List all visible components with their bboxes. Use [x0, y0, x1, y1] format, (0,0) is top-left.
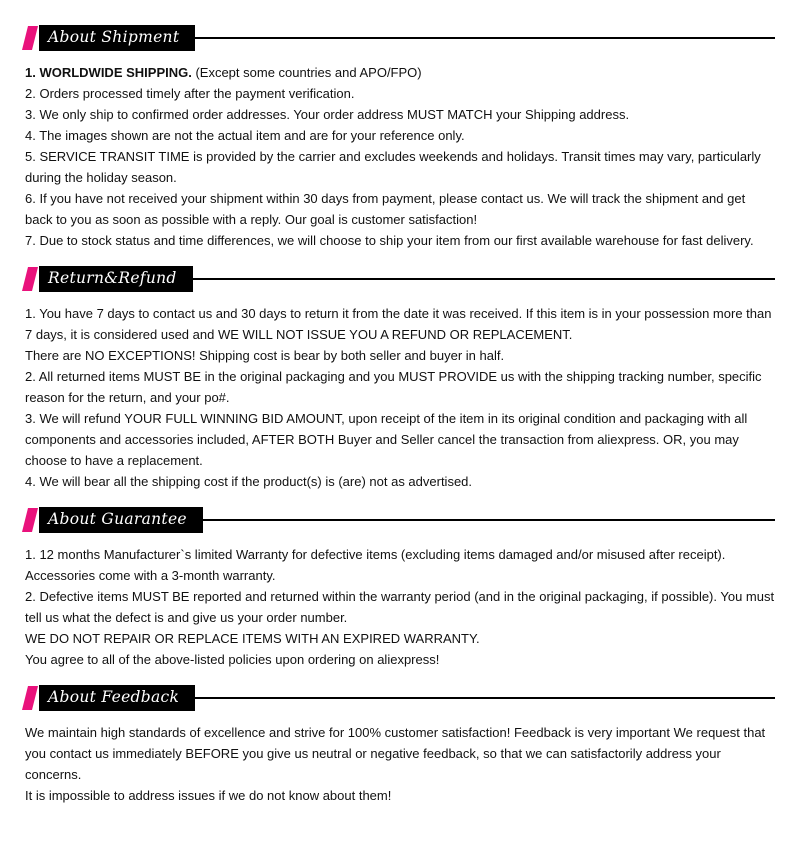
- policy-line-text: 5. SERVICE TRANSIT TIME is provided by the carrier and excludes weekends and holidays. Transit times may vary, particularly during the holiday season.: [25, 149, 761, 185]
- policy-line-text: 4. The images shown are not the actual item and are for your reference only.: [25, 128, 465, 143]
- policy-line-text: (Except some countries and APO/FPO): [191, 65, 422, 80]
- policy-line-text: 7. Due to stock status and time differences, we will choose to ship your item from our first available warehouse for fast delivery.: [25, 233, 754, 248]
- policy-line-text: 3. We only ship to confirmed order addresses. Your order address MUST MATCH your Shipping address.: [25, 107, 630, 122]
- pink-accent-bar: [22, 26, 38, 50]
- policy-line: [25, 722, 775, 785]
- policy-line: [25, 785, 775, 806]
- section-guarantee-header: [25, 508, 775, 532]
- policy-line-text: WE DO NOT REPAIR OR REPLACE ITEMS WITH AN EXPIRED WARRANTY.: [25, 631, 480, 646]
- policy-line: [25, 303, 775, 345]
- section-title: About Guarantee: [39, 507, 203, 533]
- section-shipment: [25, 26, 775, 251]
- policy-line: [25, 345, 775, 366]
- policy-line: [25, 125, 775, 146]
- policy-line: [25, 146, 775, 188]
- pink-accent-bar: [22, 267, 38, 291]
- policy-line-text: 2. All returned items MUST BE in the original packaging and you MUST PROVIDE us with the shipping tracking number, specific reason for the return, and your po#.: [25, 369, 762, 405]
- policy-line: [25, 408, 775, 471]
- policy-line-text: 3. We will refund YOUR FULL WINNING BID AMOUNT, upon receipt of the item in its original condition and packaging with all components and accessories included, AFTER BOTH Buyer and Seller cancel the transaction from aliexpress. OR, you may choose to have a replacement.: [25, 411, 748, 468]
- policy-line-text: We maintain high standards of excellence and strive for 100% customer satisfaction! Feedback is very important We request that you contact us immediately BEFORE you give us neutral or negative feedback, so that we can satisfactorily address your concerns.: [25, 725, 766, 782]
- policy-line-bold: 1. WORLDWIDE SHIPPING.: [25, 65, 192, 80]
- policy-line: [25, 586, 775, 628]
- section-feedback-body: [25, 722, 775, 806]
- policy-line-text: 2. Defective items MUST BE reported and returned within the warranty period (and in the original packaging, if possible). You must tell us what the defect is and give us your order number.: [25, 589, 775, 625]
- section-return-refund-body: [25, 303, 775, 492]
- section-guarantee-body: [25, 544, 775, 670]
- policy-line: [25, 230, 775, 251]
- section-feedback-header: [25, 686, 775, 710]
- header-rule: [203, 519, 775, 521]
- section-title: Return&Refund: [39, 266, 193, 292]
- policy-line: [25, 188, 775, 230]
- policy-line: [25, 471, 775, 492]
- policy-line-text: 1. 12 months Manufacturer`s limited Warranty for defective items (excluding items damaged and/or misused after receipt). Accessories come with a 3-month warranty.: [25, 547, 726, 583]
- section-guarantee: [25, 508, 775, 670]
- section-shipment-header: [25, 26, 775, 50]
- section-return-refund-header: [25, 267, 775, 291]
- pink-accent-bar: [22, 686, 38, 710]
- section-title: About Feedback: [39, 685, 195, 711]
- policy-line-text: 4. We will bear all the shipping cost if the product(s) is (are) not as advertised.: [25, 474, 473, 489]
- policy-line-text: It is impossible to address issues if we do not know about them!: [25, 788, 392, 803]
- policy-line-text: You agree to all of the above-listed policies upon ordering on aliexpress!: [25, 652, 440, 667]
- policy-line-text: There are NO EXCEPTIONS! Shipping cost is bear by both seller and buyer in half.: [25, 348, 505, 363]
- pink-accent-bar: [22, 508, 38, 532]
- policy-line: [25, 83, 775, 104]
- policy-line-text: 1. You have 7 days to contact us and 30 days to return it from the date it was received. If this item is in your possession more than 7 days, it is considered used and WE WILL NOT ISSUE YOU A REFUND OR REPLACEMENT.: [25, 306, 772, 342]
- policy-line: [25, 628, 775, 649]
- header-rule: [195, 697, 775, 699]
- policy-line-text: 6. If you have not received your shipment within 30 days from payment, please contact us. We will track the shipment and get back to you as soon as possible with a reply. Our goal is customer satisfaction!: [25, 191, 746, 227]
- section-return-refund: [25, 267, 775, 492]
- section-feedback: [25, 686, 775, 806]
- header-rule: [195, 37, 775, 39]
- policy-line: [25, 544, 775, 586]
- header-rule: [193, 278, 775, 280]
- policy-line: [25, 104, 775, 125]
- policy-line-text: 2. Orders processed timely after the payment verification.: [25, 86, 355, 101]
- policy-line: [25, 649, 775, 670]
- policy-line: [25, 366, 775, 408]
- section-shipment-body: [25, 62, 775, 251]
- policy-line: [25, 62, 775, 83]
- section-title: About Shipment: [39, 25, 195, 51]
